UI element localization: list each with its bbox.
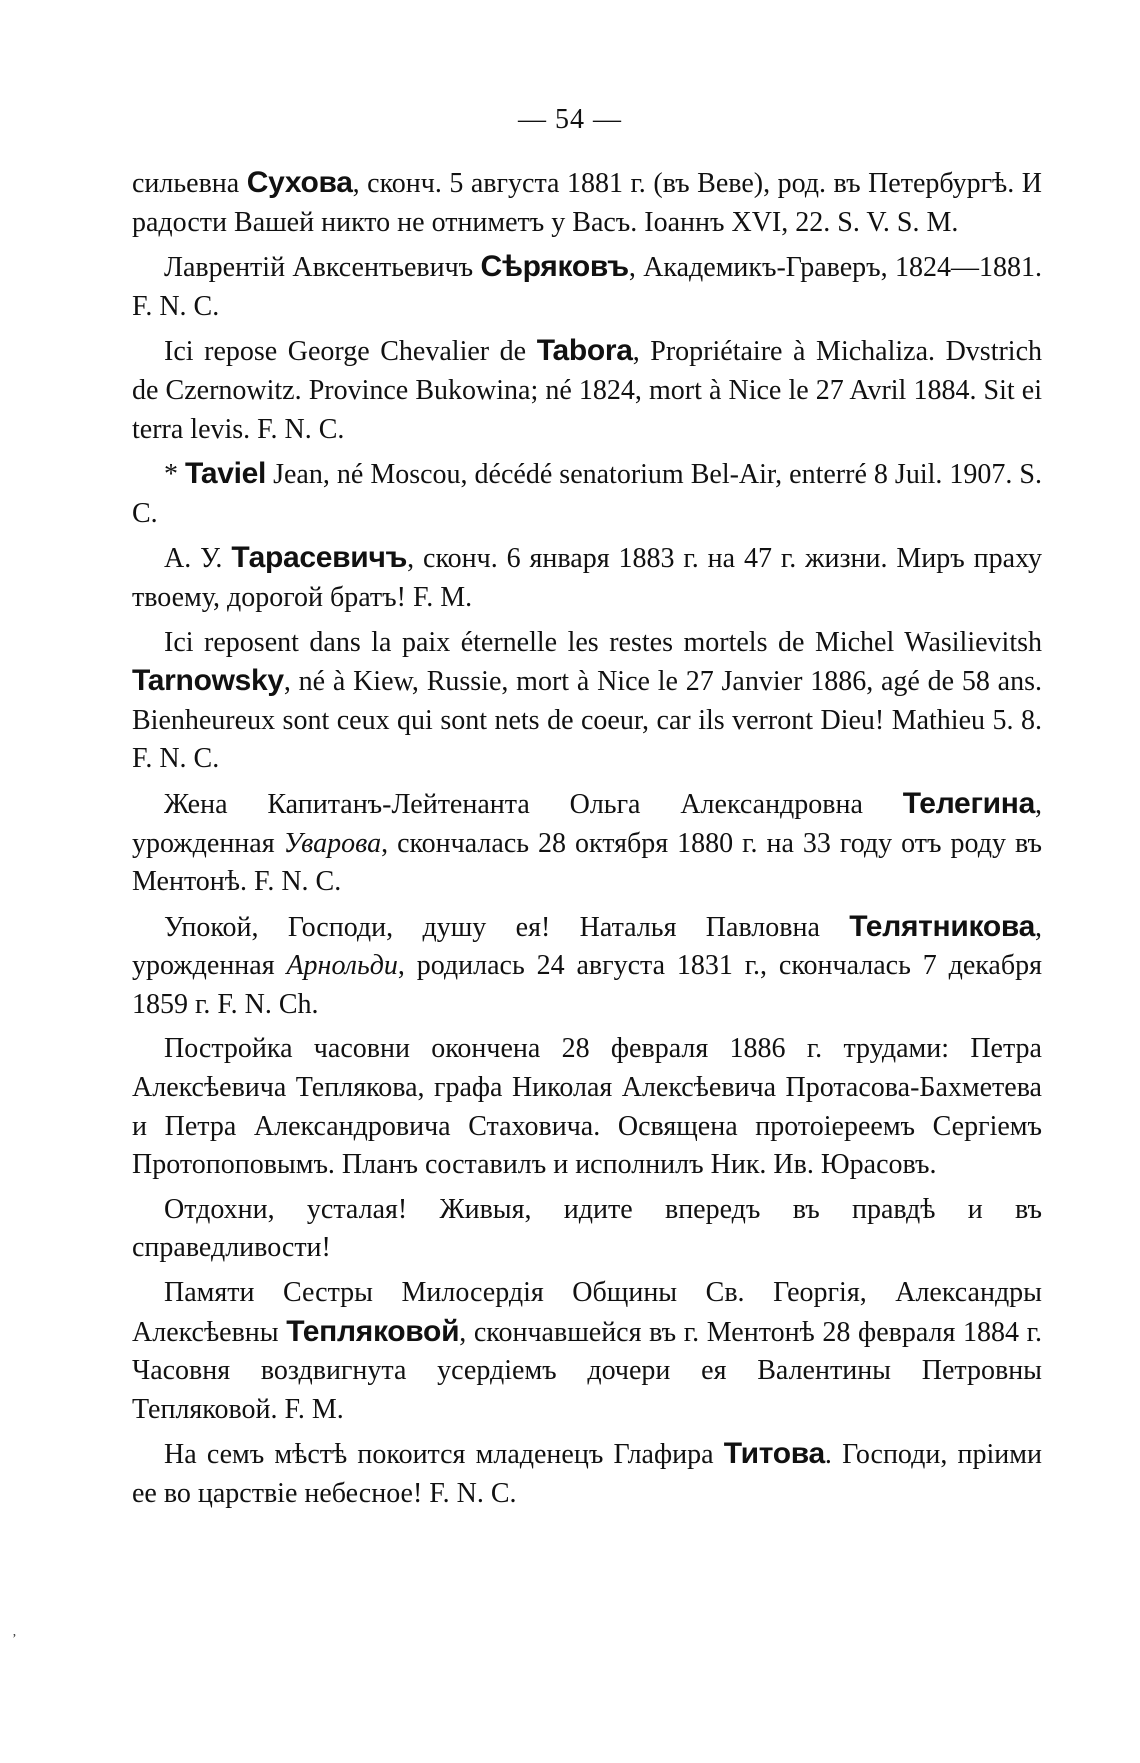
surname: Телятникова xyxy=(849,909,1035,943)
entry: Памяти Сестры Милосердія Общины Св. Георгія, Александры Алексѣевны Тепляковой, скончавшейся въ г. Ментонѣ 28 февраля 1884 г. Часовня воздвигнута усердіемъ дочери ея Валентины Петровны Тепляковой. F. M. xyxy=(132,1277,1042,1425)
surname: Титова xyxy=(723,1437,825,1471)
margin-speck: ’ xyxy=(12,1632,17,1647)
surname: Тепляковой xyxy=(286,1314,460,1348)
entry: Ici reposent dans la paix éternelle les restes mortels de Michel Wasilievitsh Tarnowsky, né à Kiew, Russie, mort à Nice le 27 Janvier 1886, agé de 58 ans. Bienheureux sont ceux qui sont nets de coeur, car ils verront Dieu! Mathieu 5. 8. F. N. C. xyxy=(132,626,1042,775)
page-number: — 54 — xyxy=(518,104,622,135)
entry: А. У. Тарасевичъ, сконч. 6 января 1883 г. на 47 г. жизни. Миръ праху твоему, дорогой братъ! F. M. xyxy=(132,541,1043,613)
entry: Упокой, Господи, душу ея! Наталья Павловна Телятникова, урожденная Арнольди, родилась 24 августа 1831 г., скончалась 7 декабря 1859 г. F. N. Ch. xyxy=(132,909,1042,1020)
surname: Сѣряковъ xyxy=(480,250,629,284)
surname: Tabora xyxy=(536,334,633,368)
entry: Постройка часовни окончена 28 февраля 1886 г. трудами: Петра Алексѣевича Теплякова, графа Николая Алексѣевича Протасова-Бахметева и Петра Александровича Стаховича. Освящена протоіереемъ Сергіемъ Протопоповымъ. Планъ составилъ и исполнилъ Ник. Ив. Юрасовъ. xyxy=(132,1033,1042,1181)
entry: сильевна Сухова, сконч. 5 августа 1881 г. (въ Веве), род. въ Петербургѣ. И радости Вашей никто не отниметъ у Васъ. Іоаннъ XVI, 22. S. V. S. M. xyxy=(132,166,1042,238)
entry: Лаврентій Авксентьевичъ Сѣряковъ, Академикъ-Граверъ, 1824—1881. F. N. C. xyxy=(132,250,1042,322)
maiden-name: Арнольди xyxy=(286,950,398,982)
maiden-name: Уварова xyxy=(283,827,382,859)
surname: Сухова xyxy=(246,166,353,199)
surname: Тарасевичъ xyxy=(231,541,408,575)
entry: На семъ мѣстѣ покоится младенецъ Глафира Титова. Господи, пріими ее во царствіе небесное! F. N. C. xyxy=(132,1437,1042,1509)
entry: Ici repose George Chevalier de Tabora, Propriétaire à Michaliza. Dvstrich de Czernowitz. Province Bukowina; né 1824, mort à Nice le 27 Avril 1884. Sit ei terra levis. F. N. C. xyxy=(132,334,1043,445)
surname: Tarnowsky xyxy=(132,664,284,698)
entry: Отдохни, усталая! Живыя, идите впередъ въ правдѣ и въ справедливости! xyxy=(132,1193,1042,1264)
surname: Taviel xyxy=(185,457,267,491)
page-body xyxy=(132,164,1042,1520)
entry: * Taviel Jean, né Moscou, décédé senatorium Bel-Air, enterré 8 Juil. 1907. S. C. xyxy=(132,457,1042,529)
surname: Телегина xyxy=(902,786,1035,820)
entry: Жена Капитанъ-Лейтенанта Ольга Александровна Телегина, урожденная Уварова, скончалась 28 октября 1880 г. на 33 году отъ роду въ Ментонѣ. F. N. C. xyxy=(132,786,1042,898)
